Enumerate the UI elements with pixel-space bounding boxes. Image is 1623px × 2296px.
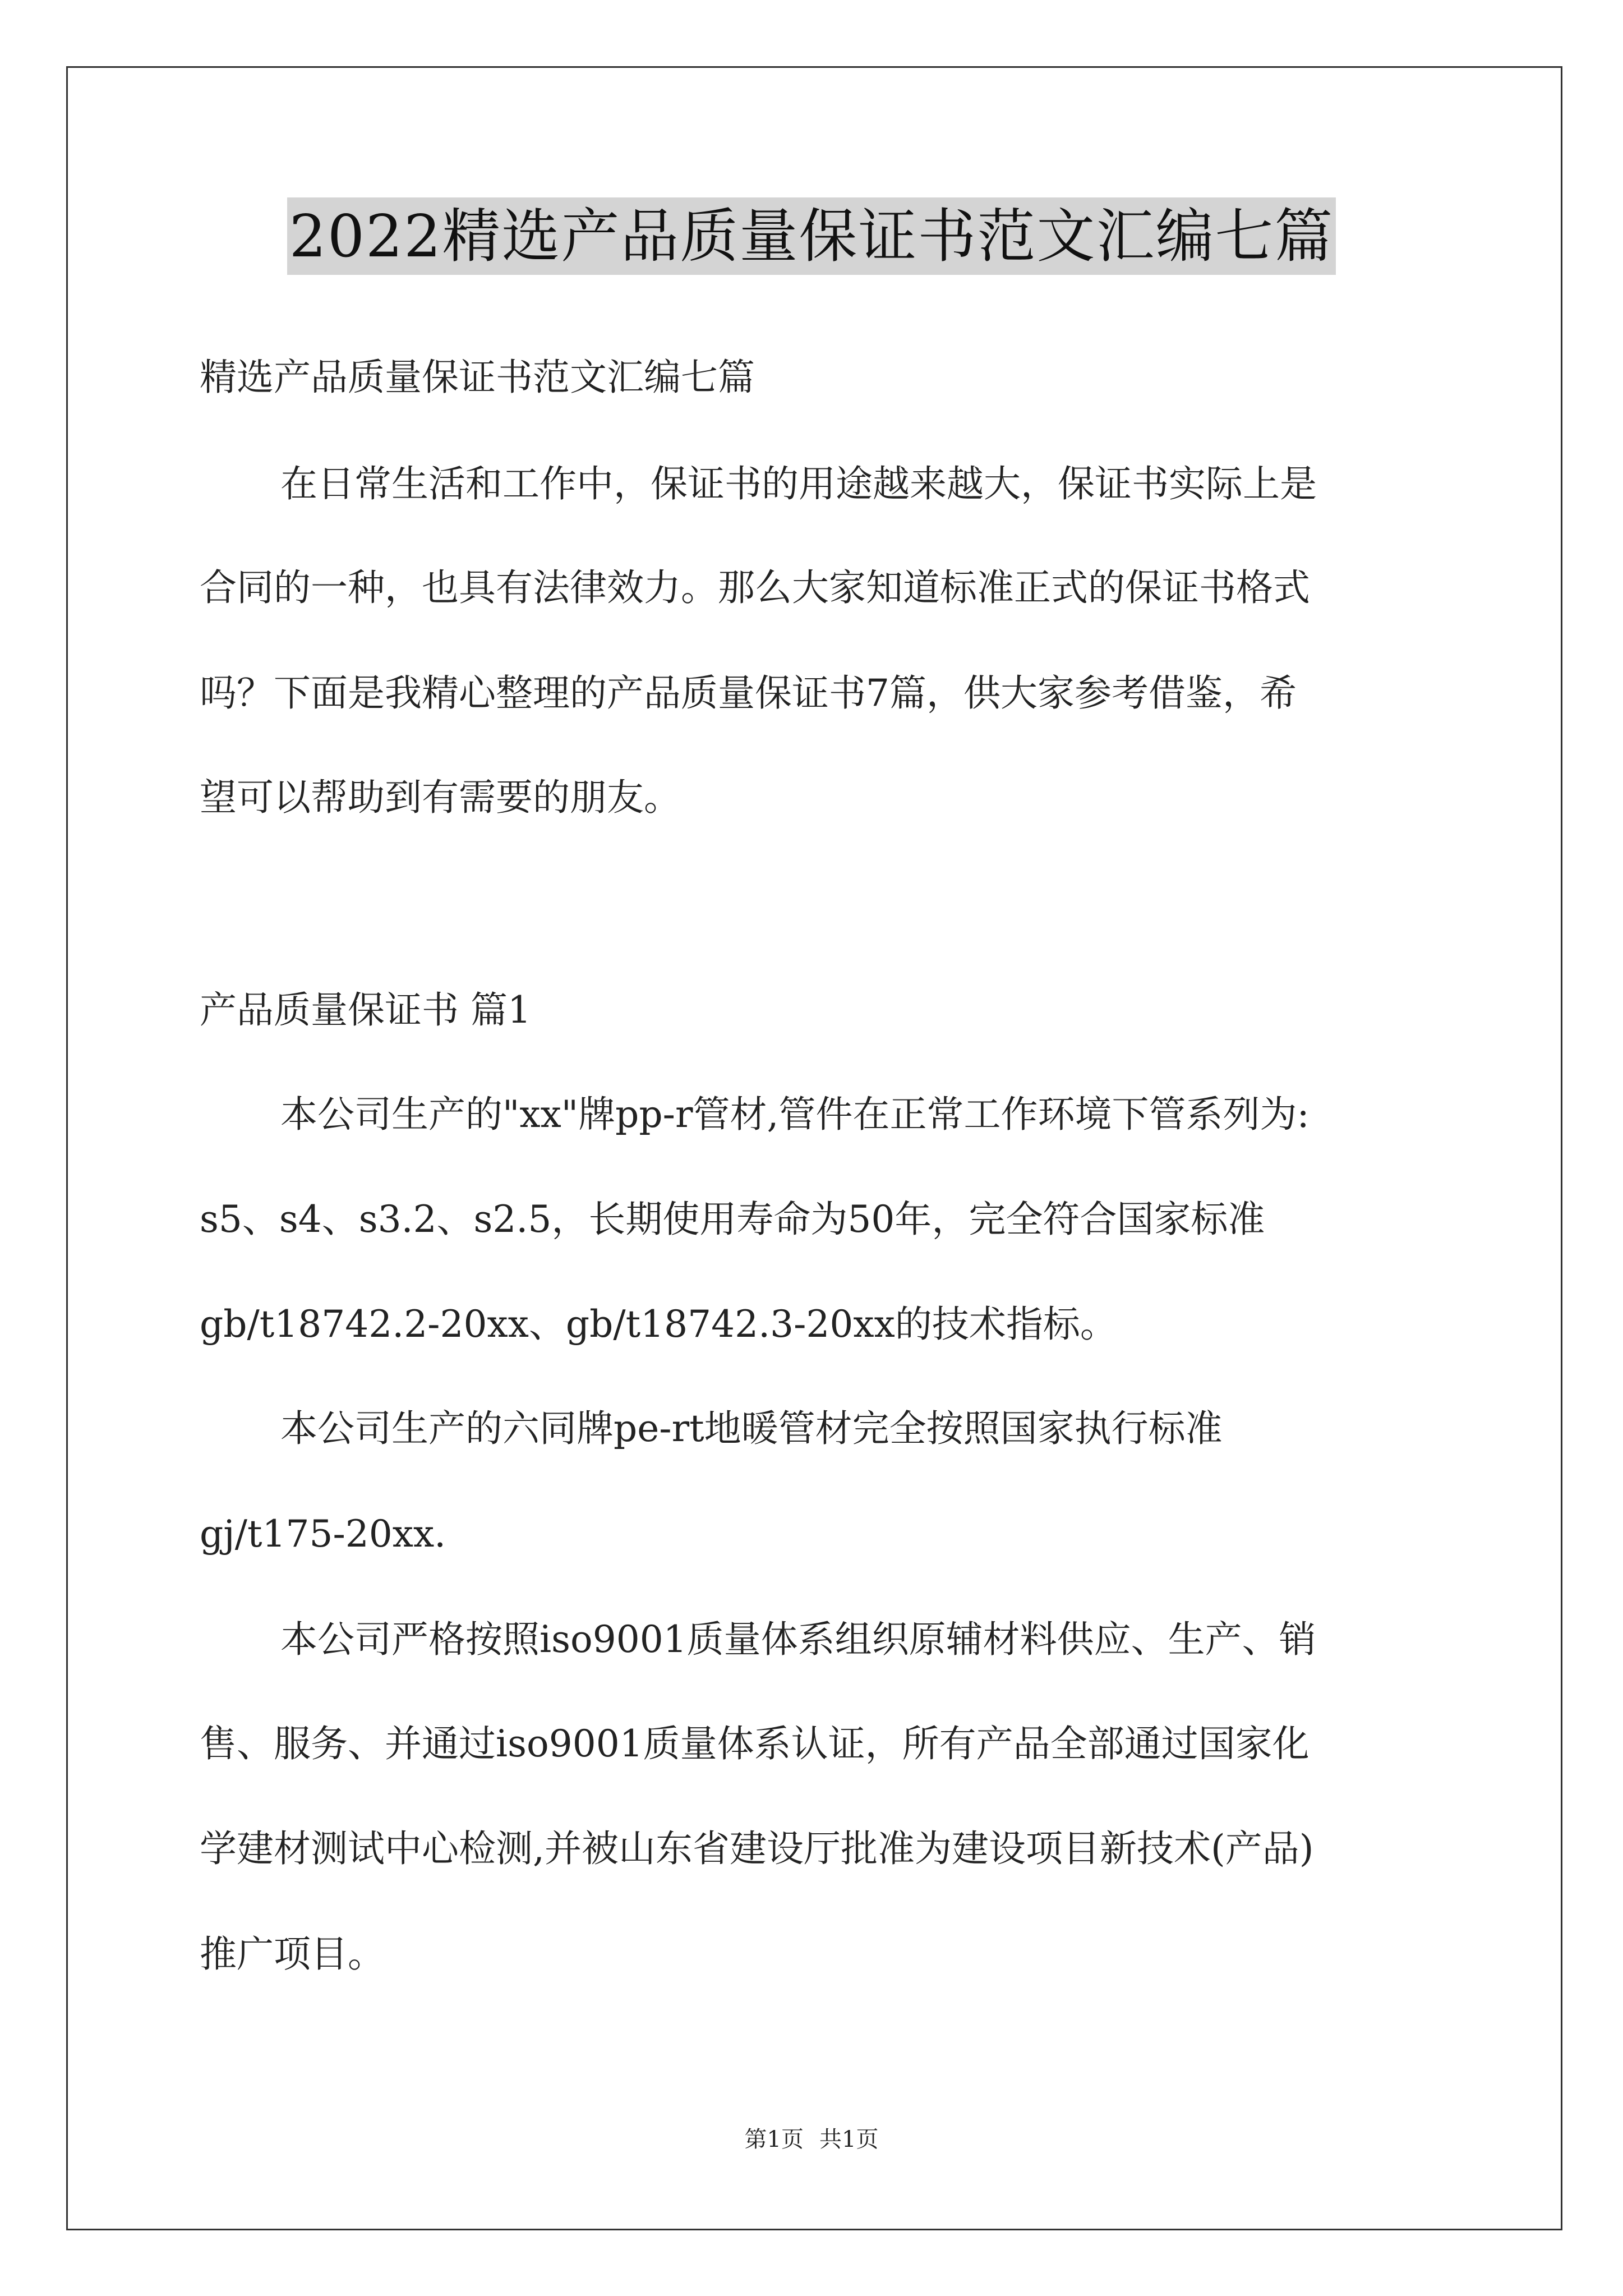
paragraph3-line-3: 学建材测试中心检测,并被山东省建设厅批准为建设项目新技术(产品) xyxy=(200,1827,1314,1870)
page-footer xyxy=(0,2125,1623,2154)
section-heading: 产品质量保证书 篇1 xyxy=(200,988,531,1032)
paragraph1-line-1: 本公司生产的"xx"牌pp-r管材,管件在正常工作环境下管系列为: xyxy=(280,1093,1310,1136)
paragraph2-line-2: gj/t175-20xx. xyxy=(200,1512,446,1556)
intro-line-4: 望可以帮助到有需要的朋友。 xyxy=(200,776,681,819)
title-wrap xyxy=(0,197,1623,275)
document-title: 2022精选产品质量保证书范文汇编七篇 xyxy=(287,197,1336,275)
intro-line-1: 在日常生活和工作中，保证书的用途越来越大，保证书实际上是 xyxy=(280,462,1317,505)
page-total: 共1页 xyxy=(819,2127,879,2152)
paragraph3-line-1: 本公司严格按照iso9001质量体系组织原辅材料供应、生产、销 xyxy=(280,1618,1316,1661)
intro-line-3: 吗？下面是我精心整理的产品质量保证书7篇，供大家参考借鉴，希 xyxy=(200,671,1297,715)
paragraph1-line-2: s5、s4、s3.2、s2.5，长期使用寿命为50年，完全符合国家标准 xyxy=(200,1198,1265,1241)
document-subtitle: 精选产品质量保证书范文汇编七篇 xyxy=(200,356,755,399)
paragraph2-line-1: 本公司生产的六同牌pe-rt地暖管材完全按照国家执行标准 xyxy=(280,1407,1223,1450)
paragraph3-line-2: 售、服务、并通过iso9001质量体系认证，所有产品全部通过国家化 xyxy=(200,1722,1310,1765)
page-number: 第1页 xyxy=(744,2127,804,2152)
paragraph1-line-3: gb/t18742.2-20xx、gb/t18742.3-20xx的技术指标。 xyxy=(200,1303,1117,1346)
intro-line-2: 合同的一种，也具有法律效力。那么大家知道标准正式的保证书格式 xyxy=(200,566,1310,609)
paragraph3-line-4: 推广项目。 xyxy=(200,1932,385,1976)
